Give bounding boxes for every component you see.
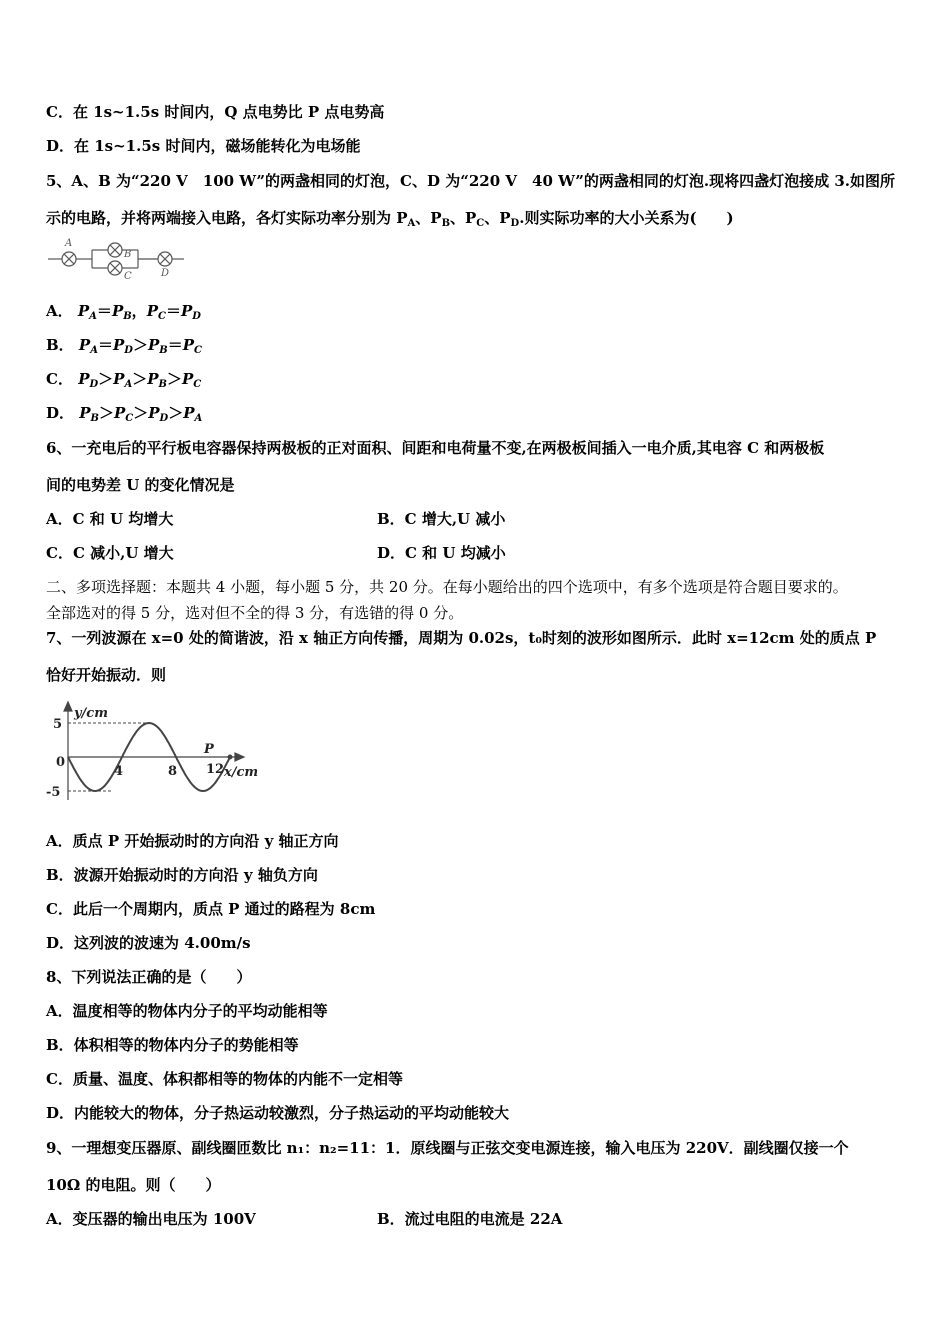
x-axis-arrow [235,753,244,761]
q5-option-c: C． $P_D>P_A>P_B>P_C$ [46,370,202,390]
lamp-label-b: B [124,249,132,260]
section2-heading-line2: 全部选对的得 5 分，选对但不全的得 3 分，有选错的得 0 分。 [46,604,464,622]
q7-option-a: A．质点 P 开始振动时的方向沿 y 轴正方向 [46,832,339,850]
lamp-label-a: A [65,238,73,249]
x-tick-8: 8 [168,764,178,779]
q5-option-b: B． $P_A=P_D>P_B=P_C$ [46,336,202,356]
q8-option-b: B．体积相等的物体内分子的势能相等 [46,1036,299,1054]
q6-option-c: C．C 减小,U 增大 [46,544,174,562]
q4-option-c: C．在 1s~1.5s 时间内，Q 点电势比 P 点电势高 [46,103,385,121]
q4-option-d: D．在 1s~1.5s 时间内，磁场能转化为电场能 [46,137,361,155]
q5-stem-line2: 示的电路，并将两端接入电路，各灯实际功率分别为 $P_A$、$P_B$、$P_C$、$P_D$.则实际功率的大小关系为( ) [46,209,734,229]
q5-circuit-diagram [44,238,186,280]
q8-option-a: A．温度相等的物体内分子的平均动能相等 [46,1002,328,1020]
q6-option-a: A．C 和 U 均增大 [46,510,174,528]
lamp-label-c: C [124,271,132,280]
q7-option-b: B．波源开始振动时的方向沿 y 轴负方向 [46,866,318,884]
q9-stem-line2: 10Ω 的电阻。则（ ） [46,1176,221,1194]
x-tick-4: 4 [114,764,124,779]
q7-stem-line2: 恰好开始振动．则 [46,666,167,684]
origin-label: 0 [56,755,66,770]
lamp-label-d: D [161,268,170,279]
x-tick-12: 12 [206,762,225,777]
q7-option-d: D．这列波的波速为 4.00m/s [46,934,251,952]
q9-option-b: B．流过电阻的电流是 22A [377,1210,563,1228]
section2-heading-line1: 二、多项选择题：本题共 4 小题，每小题 5 分，共 20 分。在每小题给出的四个选项中，有多个选项是符合题目要求的。 [46,578,848,596]
q7-option-c: C．此后一个周期内，质点 P 通过的路程为 8cm [46,900,376,918]
q5-stem-line1: 5、A、B 为“220 V 100 W”的两盏相同的灯泡，C、D 为“220 V 40 W”的两盏相同的灯泡.现将四盏灯泡接成 3.如图所 [46,172,895,190]
q5-option-d: D． $P_B>P_C>P_D>P_A$ [46,404,203,424]
q9-stem-line1: 9、一理想变压器原、副线圈匝数比 n₁：n₂=11：1．原线圈与正弦交变电源连接，输入电压为 220V．副线圈仅接一个 [46,1139,849,1157]
q8-option-c: C．质量、温度、体积都相等的物体的内能不一定相等 [46,1070,403,1088]
q6-option-b: B．C 增大,U 减小 [377,510,506,528]
y-tick-neg5: -5 [46,785,61,800]
q6-stem-line1: 6、一充电后的平行板电容器保持两极板的正对面积、间距和电荷量不变,在两极板间插入一电介质,其电容 C 和两极板 [46,439,825,457]
point-p-label: P [204,742,214,757]
y-tick-5: 5 [53,717,63,732]
point-p [228,755,233,760]
q7-stem-line1: 7、一列波源在 x=0 处的简谐波，沿 x 轴正方向传播，周期为 0.02s，t₀时刻的波形如图所示．此时 x=12cm 处的质点 P [46,629,877,647]
q5-option-a: A． $P_A=P_B$，$P_C=P_D$ [46,302,201,322]
y-axis-label: y/cm [74,706,108,721]
q7-wave-graph [44,700,266,804]
q9-option-a: A．变压器的输出电压为 100V [46,1210,256,1228]
q6-option-d: D．C 和 U 均减小 [377,544,506,562]
y-axis-arrow [64,702,72,711]
q6-stem-line2: 间的电势差 U 的变化情况是 [46,476,235,494]
q8-option-d: D．内能较大的物体，分子热运动较激烈，分子热运动的平均动能较大 [46,1104,510,1122]
q8-stem: 8、下列说法正确的是（ ） [46,968,252,986]
x-axis-label: x/cm [224,765,259,780]
